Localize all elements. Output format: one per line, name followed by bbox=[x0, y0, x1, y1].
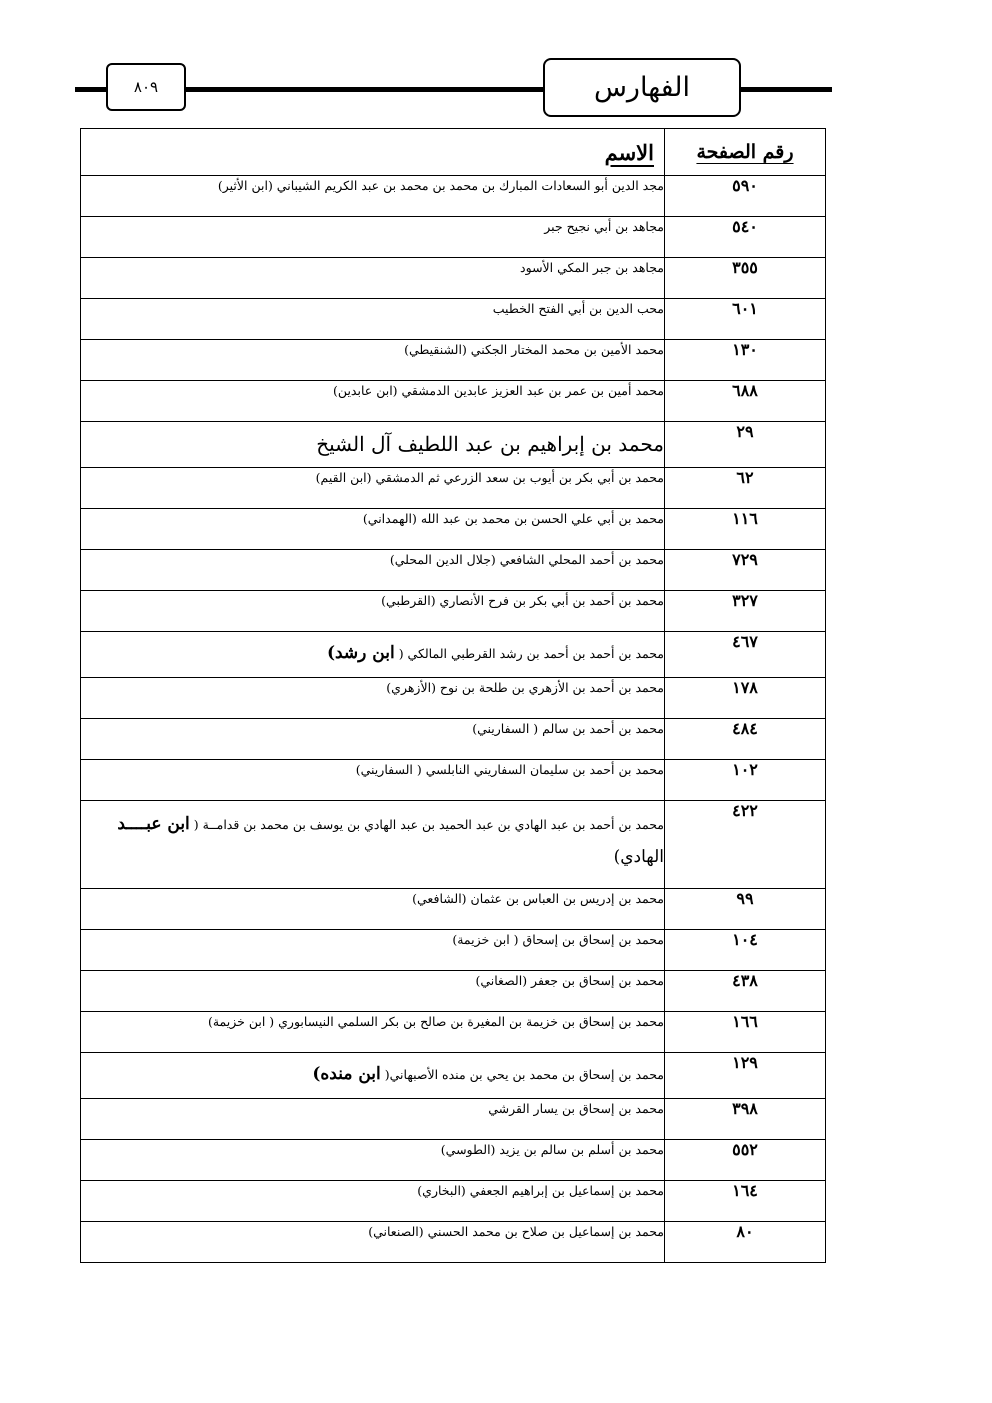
row-page: ١٦٦ bbox=[665, 1012, 826, 1053]
row-name: محمد الأمين بن محمد المختار الجكني (الشنقيطي) bbox=[81, 340, 665, 381]
table-row bbox=[81, 258, 826, 299]
table-row bbox=[81, 381, 826, 422]
row-page: ١٠٤ bbox=[665, 930, 826, 971]
table-row bbox=[81, 632, 826, 678]
row-page: ١٧٨ bbox=[665, 678, 826, 719]
table-row bbox=[81, 1099, 826, 1140]
row-name: محمد بن أسلم بن سالم بن يزيد (الطوسي) bbox=[81, 1140, 665, 1181]
table-row bbox=[81, 678, 826, 719]
table-row bbox=[81, 176, 826, 217]
row-name bbox=[81, 632, 665, 678]
row-page: ١١٦ bbox=[665, 509, 826, 550]
section-title-box bbox=[543, 58, 741, 117]
table-row bbox=[81, 1140, 826, 1181]
table-row bbox=[81, 340, 826, 381]
row-name: محمد بن إسماعيل بن صلاح بن محمد الحسني (الصنعاني) bbox=[81, 1222, 665, 1263]
row-name: مجد الدين أبو السعادات المبارك بن محمد بن محمد بن عبد الكريم الشيباني (ابن الأثير) bbox=[81, 176, 665, 217]
row-page: ٧٢٩ bbox=[665, 550, 826, 591]
table-row bbox=[81, 1053, 826, 1099]
table-row bbox=[81, 550, 826, 591]
row-name-emphasis: ابن منده) bbox=[312, 1064, 381, 1084]
row-name: محمد بن إدريس بن العباس بن عثمان (الشافعي) bbox=[81, 889, 665, 930]
row-name: محمد بن إبراهيم بن عبد اللطيف آل الشيخ bbox=[81, 422, 665, 468]
row-name: محمد بن أحمد بن سالم ( السفاريني) bbox=[81, 719, 665, 760]
row-name: محمد بن أحمد بن الأزهري بن طلحة بن نوح (الأزهري) bbox=[81, 678, 665, 719]
row-name: محمد بن أحمد بن سليمان السفاريني النابلسي ( السفاريني) bbox=[81, 760, 665, 801]
row-name: محمد بن إسحاق بن جعفر (الصغاني) bbox=[81, 971, 665, 1012]
table-row bbox=[81, 591, 826, 632]
row-name-emphasis: ابن رشد) bbox=[326, 643, 395, 663]
table-row bbox=[81, 509, 826, 550]
table-row bbox=[81, 1012, 826, 1053]
row-page: ٣٩٨ bbox=[665, 1099, 826, 1140]
table-row bbox=[81, 930, 826, 971]
row-page: ٤٣٨ bbox=[665, 971, 826, 1012]
table-header-row bbox=[81, 129, 826, 176]
row-page: ٥٥٢ bbox=[665, 1140, 826, 1181]
row-page: ٢٩ bbox=[665, 422, 826, 468]
table-row bbox=[81, 217, 826, 258]
table-row bbox=[81, 1181, 826, 1222]
row-page: ٥٩٠ bbox=[665, 176, 826, 217]
table-row bbox=[81, 801, 826, 889]
table-row bbox=[81, 760, 826, 801]
table-row bbox=[81, 719, 826, 760]
table-row bbox=[81, 889, 826, 930]
name-column-header: الاسم bbox=[81, 129, 665, 176]
table-row bbox=[81, 299, 826, 340]
row-page: ٩٩ bbox=[665, 889, 826, 930]
index-table bbox=[80, 128, 826, 1263]
row-page: ٨٠ bbox=[665, 1222, 826, 1263]
row-page: ٦٨٨ bbox=[665, 381, 826, 422]
row-name-text: محمد بن إسحاق بن محمد بن يحي بن منده الأصبهاني( bbox=[384, 1067, 664, 1082]
row-page: ٦٠١ bbox=[665, 299, 826, 340]
row-name: محمد بن إسحاق بن يسار القرشي bbox=[81, 1099, 665, 1140]
row-page: ٤٨٤ bbox=[665, 719, 826, 760]
page-number-box bbox=[106, 63, 186, 111]
row-page: ٥٤٠ bbox=[665, 217, 826, 258]
section-title: الفهارس bbox=[593, 72, 691, 103]
row-name-text: محمد بن أحمد بن عبد الهادي بن عبد الحميد بن عبد الهادي بن يوسف بن محمد بن قدامــة ( bbox=[193, 817, 664, 832]
row-name-continuation: الهادي) bbox=[613, 847, 664, 867]
row-name: مجاهد بن أبي نجيح جبر bbox=[81, 217, 665, 258]
row-name bbox=[81, 801, 665, 889]
table-row bbox=[81, 971, 826, 1012]
page-number: ٨٠٩ bbox=[133, 78, 159, 96]
table-row bbox=[81, 1222, 826, 1263]
row-name: محمد بن أحمد المحلي الشافعي (جلال الدين المحلي) bbox=[81, 550, 665, 591]
row-page: ١٢٩ bbox=[665, 1053, 826, 1099]
row-page: ٣٥٥ bbox=[665, 258, 826, 299]
row-page: ١٦٤ bbox=[665, 1181, 826, 1222]
row-name: مجاهد بن جبر المكي الأسود bbox=[81, 258, 665, 299]
row-name: محمد بن أبي بكر بن أيوب بن سعد الزرعي ثم الدمشقي (ابن القيم) bbox=[81, 468, 665, 509]
page-column-header: رقم الصفحة bbox=[665, 129, 826, 176]
row-name: محمد بن إسحاق بن إسحاق ( ابن خزيمة) bbox=[81, 930, 665, 971]
row-page: ٤٢٢ bbox=[665, 801, 826, 889]
row-name: محمد بن أحمد بن أبي بكر بن فرح الأنصاري (القرطبي) bbox=[81, 591, 665, 632]
row-name: محمد بن إسماعيل بن إبراهيم الجعفي (البخاري) bbox=[81, 1181, 665, 1222]
row-page: ٤٦٧ bbox=[665, 632, 826, 678]
table-row bbox=[81, 422, 826, 468]
table-row bbox=[81, 468, 826, 509]
row-name: محب الدين بن أبي الفتح الخطيب bbox=[81, 299, 665, 340]
row-page: ١٠٢ bbox=[665, 760, 826, 801]
row-name-text: محمد بن أحمد بن أحمد بن رشد القرطبي المالكي ( bbox=[398, 646, 664, 661]
row-page: ٦٢ bbox=[665, 468, 826, 509]
row-name: محمد بن إسحاق بن خزيمة بن المغيرة بن صالح بن بكر السلمي النيسابوري ( ابن خزيمة) bbox=[81, 1012, 665, 1053]
row-name bbox=[81, 1053, 665, 1099]
row-page: ٣٢٧ bbox=[665, 591, 826, 632]
row-page: ١٣٠ bbox=[665, 340, 826, 381]
row-name: محمد أمين بن عمر بن عبد العزيز عابدين الدمشقي (ابن عابدين) bbox=[81, 381, 665, 422]
row-name: محمد بن أبي علي الحسن بن محمد بن عبد الله (الهمداني) bbox=[81, 509, 665, 550]
row-name-emphasis: ابن عبــــد bbox=[117, 814, 190, 834]
